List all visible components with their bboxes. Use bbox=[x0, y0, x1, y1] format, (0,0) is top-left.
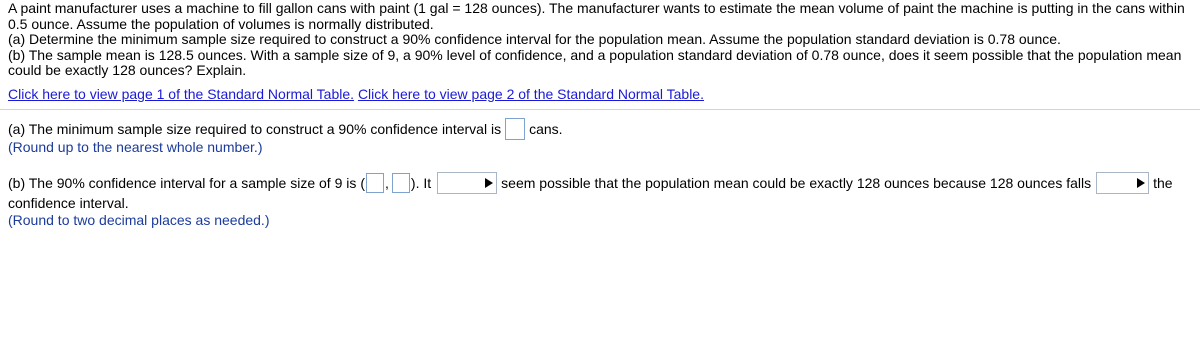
sample-size-input[interactable] bbox=[505, 118, 525, 140]
answer-b-hint: (Round to two decimal places as needed.) bbox=[8, 212, 270, 228]
answer-b-prompt: (b) The 90% confidence interval for a sample size of 9 is bbox=[8, 175, 357, 191]
does-not-does-dropdown[interactable] bbox=[437, 172, 497, 194]
dropdown-arrow-icon bbox=[485, 178, 493, 188]
answer-b-line bbox=[8, 172, 1173, 194]
answer-a-line bbox=[8, 118, 563, 140]
interval-comma: , bbox=[385, 175, 389, 191]
interval-lower-input[interactable] bbox=[366, 173, 384, 193]
problem-part-b: (b) The sample mean is 128.5 ounces. With a sample size of 9, a 90% level of confidence, and a population standard deviation of 0.78 ounce, does it seem possible that the population mean could be exactly 128 ounces? Explain. bbox=[8, 46, 1182, 78]
answer-a-hint: (Round up to the nearest whole number.) bbox=[8, 139, 263, 155]
interval-open-paren: ( bbox=[360, 175, 366, 191]
interval-upper-input[interactable] bbox=[392, 173, 410, 193]
dropdown-arrow-icon bbox=[1137, 178, 1145, 188]
answer-b-after: the bbox=[1153, 175, 1173, 191]
inside-outside-dropdown[interactable] bbox=[1096, 172, 1149, 194]
answer-b-continuation: confidence interval. bbox=[8, 195, 129, 211]
answer-b-middle: seem possible that the population mean could be exactly 128 ounces because 128 ounces falls bbox=[501, 175, 1092, 191]
problem-part-a: (a) Determine the minimum sample size required to construct a 90% confidence interval for the population mean. Assume the population standard deviation is 0.78 ounce. bbox=[8, 31, 1061, 47]
interval-close-paren: ). It bbox=[410, 175, 432, 191]
answer-a-unit: cans. bbox=[529, 121, 563, 137]
standard-normal-table-page1-link[interactable]: Click here to view page 1 of the Standard Normal Table. bbox=[8, 86, 355, 102]
answer-a-prompt: (a) The minimum sample size required to construct a 90% confidence interval is bbox=[8, 121, 502, 137]
problem-statement bbox=[8, 1, 1193, 79]
problem-intro: A paint manufacturer uses a machine to fill gallon cans with paint (1 gal = 128 ounces). The manufacturer wants to estimate the mean volume of paint the machine is putting in the cans within 0.5 ounce. Assume the population of volumes is normally distributed. bbox=[8, 0, 1185, 32]
standard-normal-table-page2-link[interactable]: Click here to view page 2 of the Standard Normal Table. bbox=[357, 86, 704, 102]
divider bbox=[0, 109, 1200, 110]
table-links bbox=[8, 86, 704, 102]
